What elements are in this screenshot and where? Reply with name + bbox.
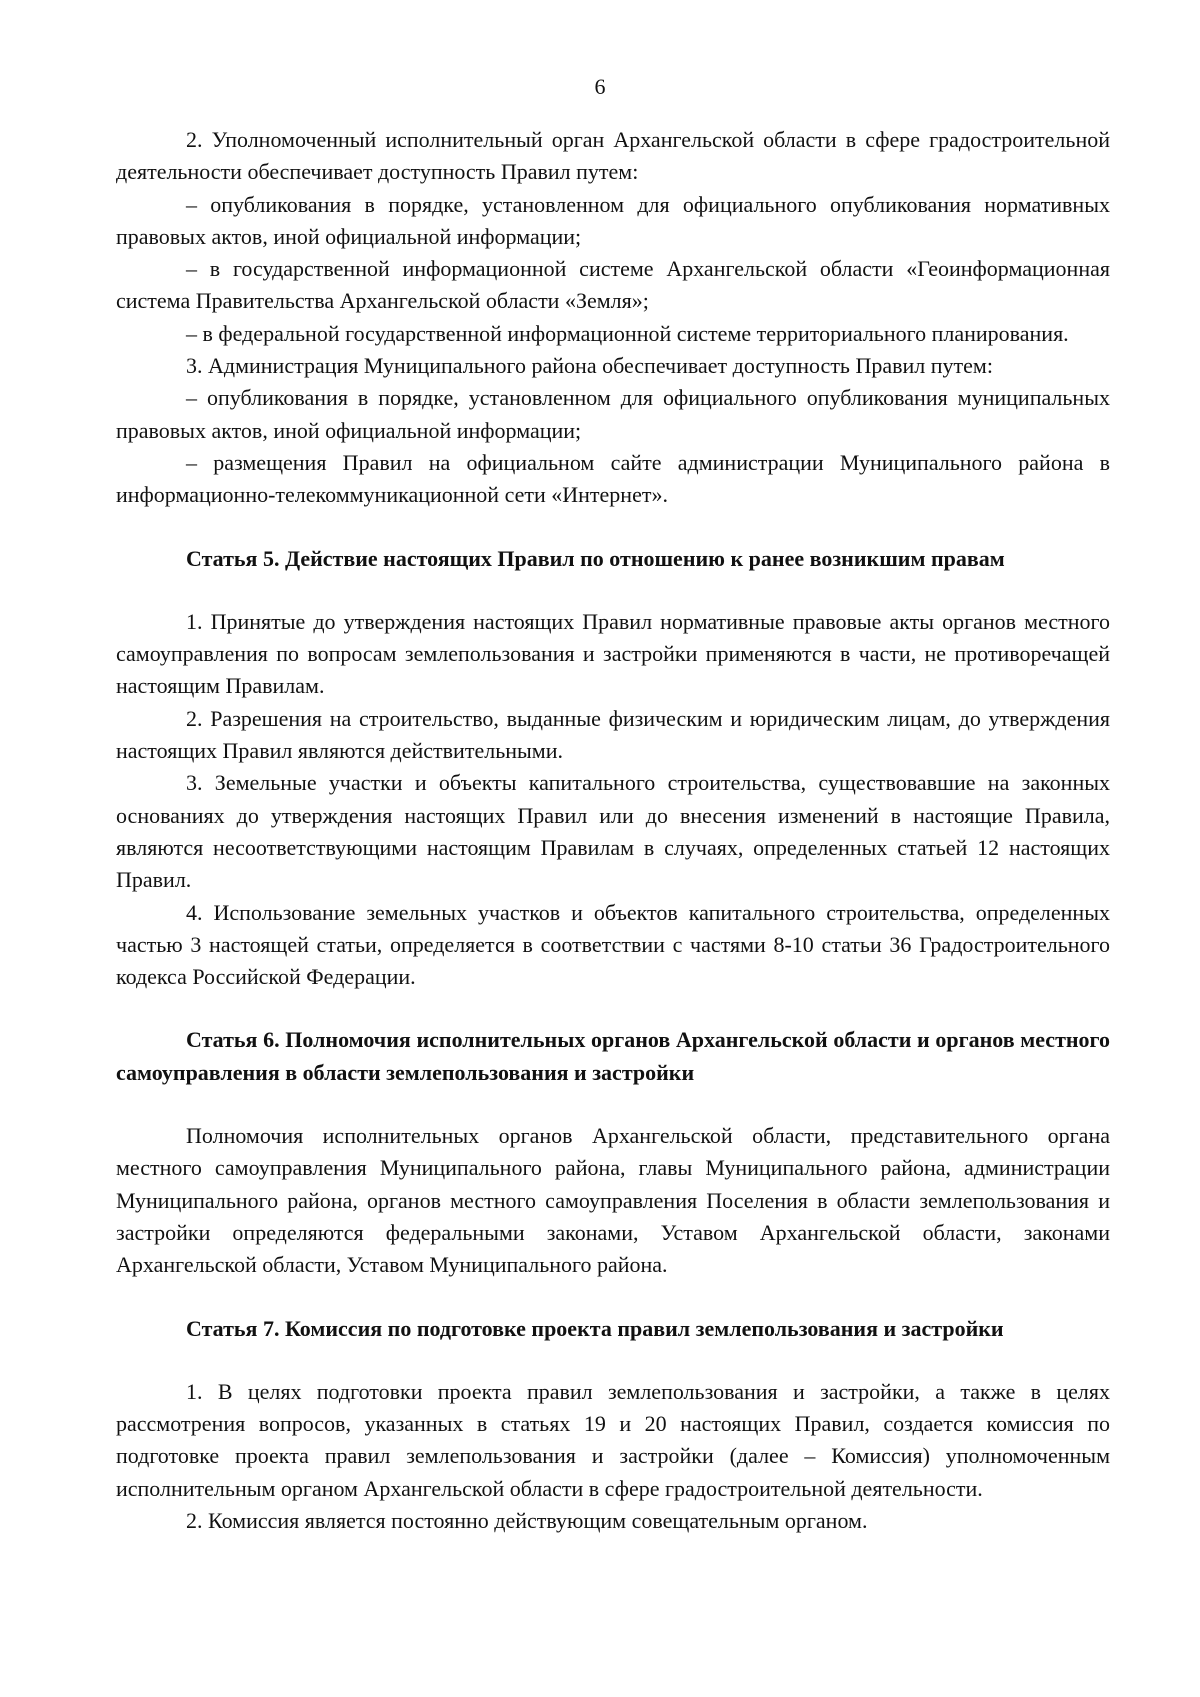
article-heading: Статья 5. Действие настоящих Правил по отношению к ранее возникшим правам bbox=[186, 545, 1005, 571]
section-article-6 bbox=[116, 1024, 1110, 1281]
paragraph: – опубликования в порядке, установленном для официального опубликования муниципальных правовых актов, иной официальной информации; bbox=[116, 385, 1110, 443]
document-body bbox=[116, 124, 1110, 1537]
article-heading: Статья 7. Комиссия по подготовке проекта правил землепользования и застройки bbox=[186, 1315, 1004, 1341]
spacer bbox=[116, 1282, 1110, 1313]
spacer bbox=[116, 1089, 1110, 1120]
paragraph: 1. В целях подготовки проекта правил землепользования и застройки, а также в целях рассмотрения вопросов, указанных в статьях 19 и 20 настоящих Правил, создается комиссия по подготовке проекта правил землепользования и застройки (далее – Комиссия) уполномоченным исполнительным органом Архангельской области в сфере градостроительной деятельности. bbox=[116, 1378, 1110, 1501]
section-article-7 bbox=[116, 1313, 1110, 1538]
article-heading: Статья 6. Полномочия исполнительных органов Архангельской области и органов местного самоуправления в области землепользования и застройки bbox=[116, 1027, 1110, 1085]
spacer bbox=[116, 575, 1110, 606]
paragraph: 2. Разрешения на строительство, выданные физическим и юридическим лицам, до утверждения настоящих Правил являются действительными. bbox=[116, 705, 1110, 764]
paragraph: – в государственной информационной системе Архангельской области «Геоинформационная система Правительства Архангельской области «Земля»; bbox=[116, 256, 1110, 314]
spacer bbox=[116, 512, 1110, 543]
paragraph: 4. Использование земельных участков и объектов капитального строительства, определенных частью 3 настоящей статьи, определяется в соответствии с частями 8-10 статьи 36 Градостроительного кодекса Российской Федерации. bbox=[116, 899, 1110, 990]
paragraph: 3. Земельные участки и объекты капитального строительства, существовавшие на законных основаниях до утверждения настоящих Правил или до внесения изменений в настоящие Правила, являются несоответствующими настоящим Правилам в случаях, определенных статьей 12 настоящих Правил. bbox=[116, 770, 1110, 893]
section-article-4-continued bbox=[116, 124, 1110, 512]
page-number: 6 bbox=[594, 74, 606, 99]
paragraph: 2. Комиссия является постоянно действующим совещательным органом. bbox=[186, 1507, 868, 1533]
spacer bbox=[116, 993, 1110, 1024]
section-article-5 bbox=[116, 543, 1110, 994]
paragraph: 3. Администрация Муниципального района обеспечивает доступность Правил путем: bbox=[186, 353, 993, 379]
paragraph: Полномочия исполнительных органов Архангельской области, представительного органа местного самоуправления Муниципального района, главы Муниципального района, администрации Муниципального района, органов местного самоуправления Поселения в области землепользования и застройки определяются федеральными законами, Уставом Архангельской области, законами Архангельской области, Уставом Муниципального района. bbox=[116, 1123, 1110, 1278]
paragraph: – в федеральной государственной информационной системе территориального планирования. bbox=[186, 320, 1069, 346]
paragraph: – размещения Правил на официальном сайте администрации Муниципального района в информационно-телекоммуникационной сети «Интернет». bbox=[116, 449, 1110, 508]
paragraph: 1. Принятые до утверждения настоящих Правил нормативные правовые акты органов местного самоуправления по вопросам землепользования и застройки применяются в части, не противоречащей настоящим Правилам. bbox=[116, 608, 1110, 699]
paragraph: – опубликования в порядке, установленном для официального опубликования нормативных правовых актов, иной официальной информации; bbox=[116, 191, 1110, 249]
paragraph: 2. Уполномоченный исполнительный орган Архангельской области в сфере градостроительной деятельности обеспечивает доступность Правил путем: bbox=[116, 127, 1110, 185]
spacer bbox=[116, 1345, 1110, 1376]
